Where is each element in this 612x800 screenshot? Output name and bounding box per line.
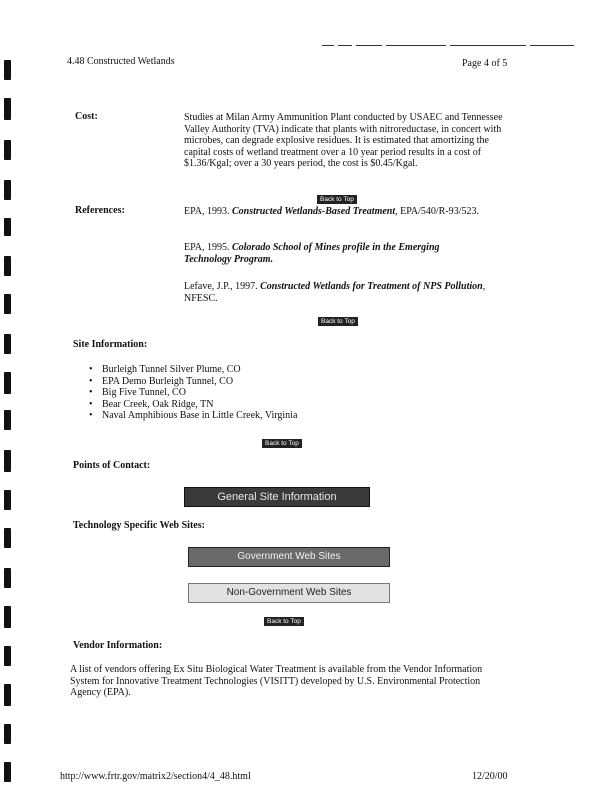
back-to-top-button[interactable]: Back to Top — [317, 195, 357, 204]
back-to-top-button[interactable]: Back to Top — [264, 617, 304, 626]
cost-label: Cost: — [75, 111, 98, 122]
general-site-information-button[interactable]: General Site Information — [184, 487, 370, 507]
reference-item: Lefave, J.P., 1997. Constructed Wetlands for Treatment of NPS Pollution, NFESC. — [184, 281, 486, 304]
list-item[interactable]: • Bear Creek, Oak Ridge, TN — [89, 399, 297, 411]
vendor-information-label: Vendor Information: — [73, 640, 163, 651]
points-of-contact-label: Points of Contact: — [73, 460, 151, 471]
list-item[interactable]: • Naval Amphibious Base in Little Creek, Virginia — [89, 410, 297, 422]
back-to-top-button[interactable]: Back to Top — [262, 439, 302, 448]
list-item[interactable]: • EPA Demo Burleigh Tunnel, CO — [89, 376, 297, 388]
list-item[interactable]: • Big Five Tunnel, CO — [89, 387, 297, 399]
reference-item: EPA, 1993. Constructed Wetlands-Based Treatment, EPA/540/R-93/523. — [184, 206, 479, 217]
page-title: 4.48 Constructed Wetlands — [67, 56, 175, 67]
non-government-web-sites-button[interactable]: Non-Government Web Sites — [188, 583, 390, 603]
list-item[interactable]: • Burleigh Tunnel Silver Plume, CO — [89, 364, 297, 376]
web-sites-label: Technology Specific Web Sites: — [73, 520, 205, 531]
government-web-sites-button[interactable]: Government Web Sites — [188, 547, 390, 567]
reference-item: EPA, 1995. Colorado School of Mines profile in the Emerging Technology Program. — [184, 242, 440, 265]
cost-text: Studies at Milan Army Ammunition Plant conducted by USAEC and Tennessee Valley Authority (TVA) indicate that plants with nitroreductase, in concert with microbes, can degrade explosive residues. It is estimated that amortizing the capital costs of wetland treatment over a 10 year period results in a cost of $1.36/Kgal; over a 30 years period, the cost is $0.45/Kgal. — [184, 112, 503, 169]
site-list — [89, 364, 297, 422]
footer-url[interactable]: http://www.frtr.gov/matrix2/section4/4_48.html — [60, 771, 251, 782]
page-number: Page 4 of 5 — [462, 58, 508, 69]
references-label: References: — [75, 205, 125, 216]
footer-date: 12/20/00 — [472, 771, 508, 782]
vendor-text: A list of vendors offering Ex Situ Biological Water Treatment is available from the Vendor Information System for Innovative Treatment Technologies (VISITT) developed by U.S. Environmental Protection Agency (EPA). — [70, 664, 483, 698]
site-information-label: Site Information: — [73, 339, 148, 350]
back-to-top-button[interactable]: Back to Top — [318, 317, 358, 326]
